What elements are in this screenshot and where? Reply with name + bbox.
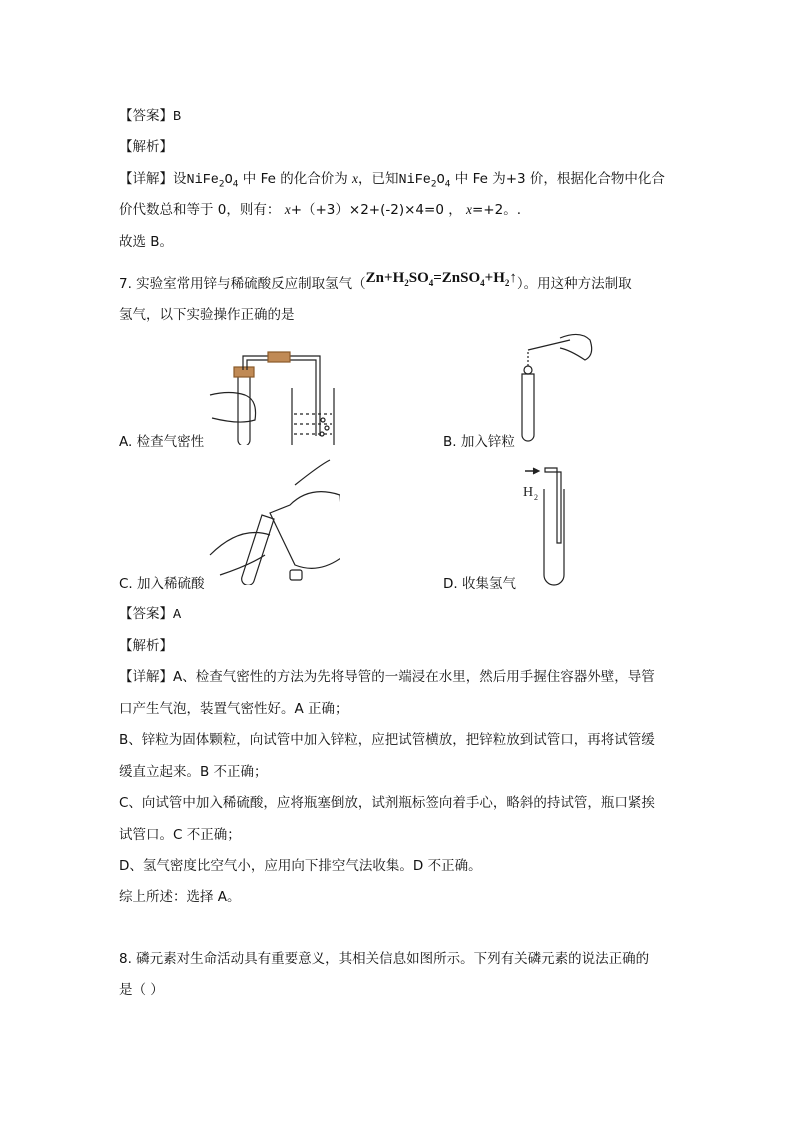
svg-text:H: H (523, 485, 534, 500)
q7-detail-line: C、向试管中加入稀硫酸，应将瓶塞倒放，试剂瓶标签向着手心，略斜的持试管，瓶口紧挨 (119, 795, 655, 811)
option-d-label: D. 收集氢气 (443, 576, 516, 592)
reaction-equation: $Zn+H_2SO_4=ZnSO_4+H_2↑$ (365, 270, 517, 288)
prev-detail-line1: 【详解】设$NiFe_2O_4$ 中 Fe 的化合价为 x，已知$NiFe_2O_4$ 中 Fe 为+3 价，根据化合物中化合 (119, 171, 665, 190)
q7-analysis-heading: 【解析】 (119, 638, 173, 654)
q7-detail-line: B、锌粒为固体颗粒，向试管中加入锌粒，应把试管横放，把锌粒放到试管口，再将试管缓 (119, 732, 655, 748)
prev-detail-line2: 价代数总和等于 0，则有： x+（+3）×2+(-2)×4=0 ， x=+2。. (119, 202, 522, 218)
q7-detail-line: D、氢气密度比空气小，应用向下排空气法收集。D 不正确。 (119, 858, 482, 874)
option-a-label: A. 检查气密性 (119, 434, 205, 450)
q8-stem-line1: 8. 磷元素对生命活动具有重要意义，其相关信息如图所示。下列有关磷元素的说法正确的 (119, 951, 650, 967)
option-c-label: C. 加入稀硫酸 (119, 576, 205, 592)
q7-stem-line2: 氢气，以下实验操作正确的是 (119, 307, 295, 323)
collect-hydrogen-figure (515, 463, 585, 588)
q7-answer: 【答案】A (119, 606, 182, 623)
q7-stem-line1: 7. 实验室常用锌与稀硫酸反应制取氢气$(Zn+H_2SO_4=ZnSO_4+H_2↑)$。用这种方法制取 (119, 270, 632, 292)
q8-stem-line2: 是（ ） (119, 982, 164, 998)
q7-summary: 综上所述：选择 A。 (119, 889, 241, 905)
q7-detail-line: 缓直立起来。B 不正确； (119, 764, 268, 780)
add-zinc-figure (510, 330, 610, 445)
q7-detail-line: 试管口。C 不正确； (119, 827, 241, 843)
prev-answer: 【答案】B (119, 108, 182, 125)
add-acid-figure (200, 455, 340, 585)
prev-analysis-heading: 【解析】 (119, 139, 173, 155)
airtightness-check-figure (200, 340, 340, 445)
q7-detail-line: 口产生气泡，装置气密性好。A 正确； (119, 701, 349, 717)
prev-conclusion: 故选 B。 (119, 234, 174, 250)
q7-detail-line: 【详解】A、检查气密性的方法为先将导管的一端浸在水里，然后用手握住容器外壁，导管 (119, 669, 655, 685)
option-b-label: B. 加入锌粒 (443, 434, 515, 450)
svg-text:2: 2 (534, 493, 538, 502)
